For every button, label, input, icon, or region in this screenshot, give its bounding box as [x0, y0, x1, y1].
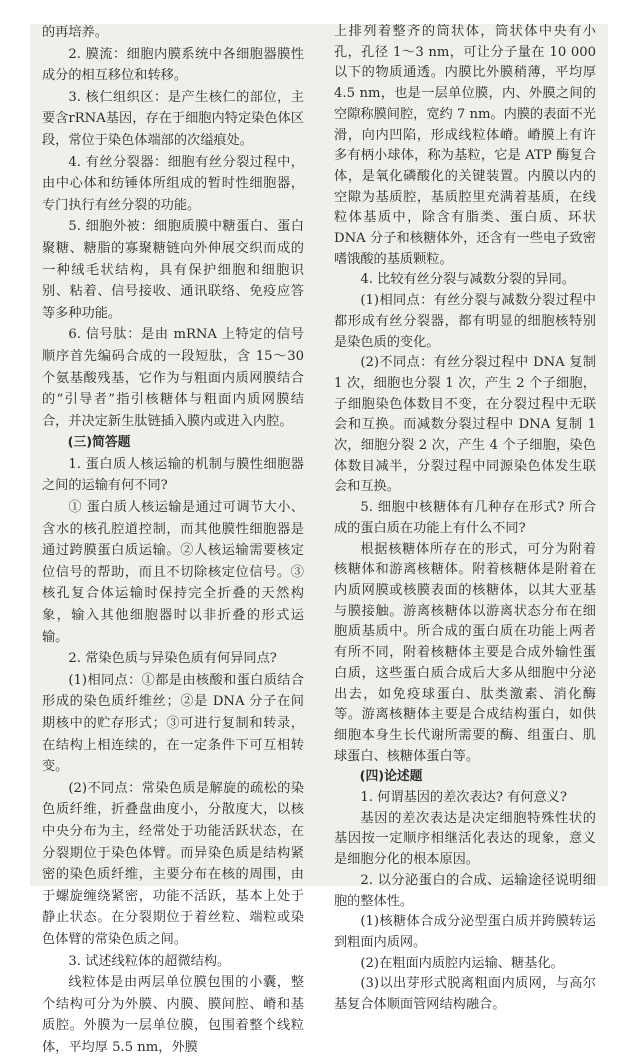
section-heading: (三)简答题	[67, 435, 131, 451]
paragraph: 2. 以分泌蛋白的合成、运输途径说明细胞的整体性。	[334, 872, 596, 909]
paragraph: 3. 核仁组织区：是产生核仁的部位，主要含rRNA基因，存在于细胞内特定染色体区段，常位于染色体端部的次缢痕处。	[42, 89, 304, 148]
paragraph: 的再培养。	[42, 25, 108, 40]
paragraph: (2)不同点：有丝分裂过程中 DNA 复制 1 次，细胞也分裂 1 次，产生 2 个子细胞，子细胞染色体数目不变，在分裂过程中无联会和互换。而减数分裂过程中 DNA 复制 1 次，细胞分裂 2 次，产生 4 个子细胞，染色体数目减半，分裂过程中同源染色体发生联会和互换。	[334, 355, 596, 495]
right-column	[334, 22, 596, 1016]
paragraph: (1)核糖体合成分泌型蛋白质并跨膜转运到粗面内质网。	[334, 914, 596, 950]
paragraph: (2)在粗面内质腔内运输、糖基化。	[360, 955, 564, 971]
paragraph: 2. 常染色质与异染色质有何异同点?	[68, 651, 277, 667]
paragraph: 3. 试述线粒体的超微结构。	[68, 953, 231, 969]
paragraph: 基因的差次表达是决定细胞特殊性状的基因按一定顺序相继活化表达的现象，意义是细胞分化的根本原因。	[334, 810, 596, 868]
paragraph: 根据核糖体所存在的形式，可分为附着核糖体和游离核糖体。附着核糖体是附着在内质网膜或核膜表面的核糖体，以其大亚基与膜接触。游离核糖体以游离状态分布在细胞质基质中。所合成的蛋白质在功能上两者有所不同，附着核糖体主要是合成外输性蛋白质，这些蛋白质合成后大多从细胞中分泌出去，如免疫球蛋白、肽类激素、消化酶等。游离核糖体主要是合成结构蛋白，如供细胞本身生长代谢所需要的酶、组蛋白、肌球蛋白、核糖体蛋白等。	[334, 541, 596, 764]
paragraph: 1. 蛋白质人核运输的机制与膜性细胞器之间的运输有何不同?	[42, 456, 304, 494]
paragraph: (2)不同点：常染色质是解旋的疏松的染色质纤维，折叠盘曲度小，分散度大，以核中央分布为主，经常处于功能活跃状态，在分裂期位于染色体臂。而异染色质是结构紧密的染色质纤维，主要分布在核的周围，由于螺旋缠绕紧密，功能不活跃，基本上处于静止状态。在分裂期位于着丝粒、端粒或染色体臂的常染色质之间。	[42, 780, 304, 947]
left-column	[42, 22, 304, 1059]
paragraph: 1. 何谓基因的差次表达? 有何意义?	[360, 790, 567, 806]
paragraph: 4. 有丝分裂器：细胞有丝分裂过程中，由中心体和纺锤体所组成的暂时性细胞器，专门执行有丝分裂的功能。	[42, 154, 304, 213]
section-heading: (四)论述题	[359, 769, 423, 785]
paragraph: 5. 细胞外被：细胞质膜中糖蛋白、蛋白聚糖、糖脂的寡聚糖链向外伸展交织而成的一种绒毛状结构，具有保护细胞和细胞识别、粘着、信号接收、通讯联络、免疫应答等多种功能。	[42, 219, 304, 321]
paragraph: ① 蛋白质人核运输是通过可调节大小、含水的核孔腔道控制，而其他膜性细胞器是通过跨膜蛋白质运输。②人核运输需要核定位信号的帮助，而且不切除核定位信号。③核孔复合体运输时保持完全折叠的天然构象，输入其他细胞器时以非折叠的形式运输。	[42, 500, 304, 645]
paragraph: 上排列着整齐的筒状体，筒状体中央有小孔，孔径 1～3 nm，可让分子量在 10 000 以下的物质通透。内膜比外膜稍薄，平均厚 4.5 nm，也是一层单位膜，内、外膜之间的空隙称膜间腔，宽约 7 nm。内膜的表面不光滑，向内凹陷，形成线粒体嵴。嵴膜上有许多有柄小球体，称为基粒，它是 ATP 酶复合体，是氧化磷酸化的关键装置。内膜以内的空隙为基质腔，基质腔里充满着基质，在线粒体基质中，除含有脂类、蛋白质、环状 DNA 分子和核糖体外，还含有一些电子致密嗜饿酸的基质颗粒。	[334, 24, 596, 267]
paragraph: 4. 比较有丝分裂与减数分裂的异同。	[360, 272, 575, 288]
paragraph: (1)相同点：①都是由核酸和蛋白质结合形成的染色质纤维丝；②是 DNA 分子在间期核中的贮存形式；③可进行复制和转录，在结构上相连续的，在一定条件下可互相转变。	[42, 672, 304, 775]
paragraph: 6. 信号肽：是由 mRNA 上特定的信号顺序首先编码合成的一段短肽，含 15～30 个氨基酸残基，它作为与粗面内质网膜结合的“引导者”指引核糖体与粗面内质网膜结合，并决定新生肽链插入膜内或进入内腔。	[42, 327, 304, 429]
paragraph: (1)相同点：有丝分裂与减数分裂过程中都形成有丝分裂器，都有明显的细胞核特别是染色质的变化。	[334, 293, 596, 350]
paragraph: 5. 细胞中核糖体有几种存在形式? 所合成的蛋白质在功能上有什么不同?	[334, 500, 596, 536]
paragraph: 线粒体是由两层单位膜包围的小囊，整个结构可分为外膜、内膜、膜间腔、嵴和基质腔。外膜为一层单位膜，包围着整个线粒体，平均厚 5.5 nm，外膜	[42, 975, 304, 1055]
paragraph: 2. 膜流：细胞内膜系统中各细胞器膜性成分的相互移位和转移。	[42, 46, 304, 84]
paragraph: (3)以出芽形式脱离粗面内质网，与高尔基复合体顺面管网结构融合。	[334, 976, 596, 1013]
